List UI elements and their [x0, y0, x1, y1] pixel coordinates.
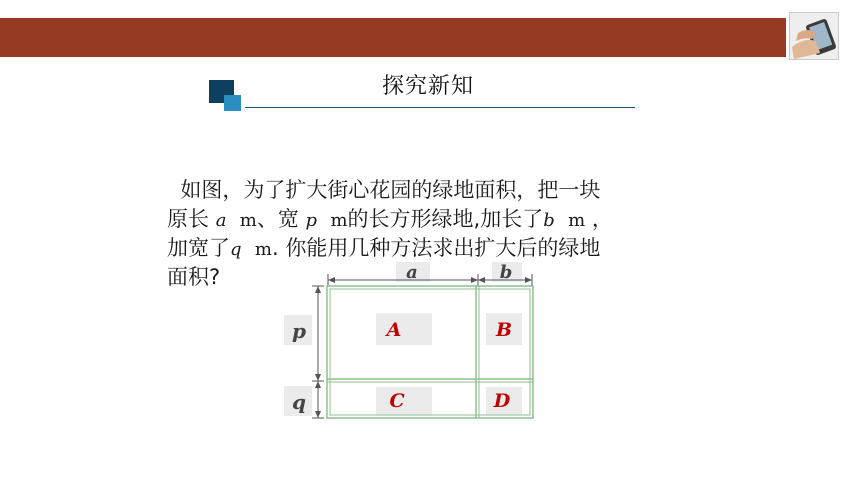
unit-m: m	[330, 210, 348, 231]
variable-a: a	[215, 210, 227, 231]
hand-holding-phone-icon	[789, 12, 839, 60]
text-segment: 原长	[167, 207, 209, 231]
label-q: q	[292, 390, 306, 414]
region-bg-a	[376, 313, 432, 345]
problem-line-4-text: 面积?	[167, 265, 221, 289]
problem-line-3	[167, 234, 707, 263]
text-segment: . 你能用几种方法求出扩大后的绿地	[271, 236, 601, 260]
text-segment: ，	[591, 207, 613, 231]
label-p: p	[292, 319, 306, 343]
unit-m: m	[254, 239, 272, 260]
variable-q: q	[230, 239, 242, 260]
region-label-c: C	[389, 390, 405, 412]
title-underline	[245, 107, 635, 108]
region-label-d: D	[493, 390, 511, 412]
unit-m: m	[239, 210, 257, 231]
title-decoration-square-light	[224, 95, 241, 111]
section-title: 探究新知	[382, 74, 475, 99]
problem-line-1-text: 如图，为了扩大街心花园的绿地面积，把一块	[180, 178, 601, 202]
variable-p: p	[305, 210, 318, 231]
region-label-a: A	[386, 319, 402, 341]
label-a: a	[406, 262, 418, 283]
problem-line-2	[167, 205, 707, 234]
variable-b: b	[543, 210, 555, 231]
header-banner	[0, 18, 786, 57]
text-segment: 、宽	[256, 207, 299, 231]
problem-line-1	[167, 176, 707, 205]
text-segment: 的长方形绿地,加长了	[347, 207, 544, 231]
region-label-b: B	[495, 319, 513, 341]
label-b: b	[499, 262, 513, 283]
text-segment: 加宽了	[167, 236, 230, 260]
unit-m: m	[568, 210, 586, 231]
garden-diagram	[280, 262, 550, 427]
